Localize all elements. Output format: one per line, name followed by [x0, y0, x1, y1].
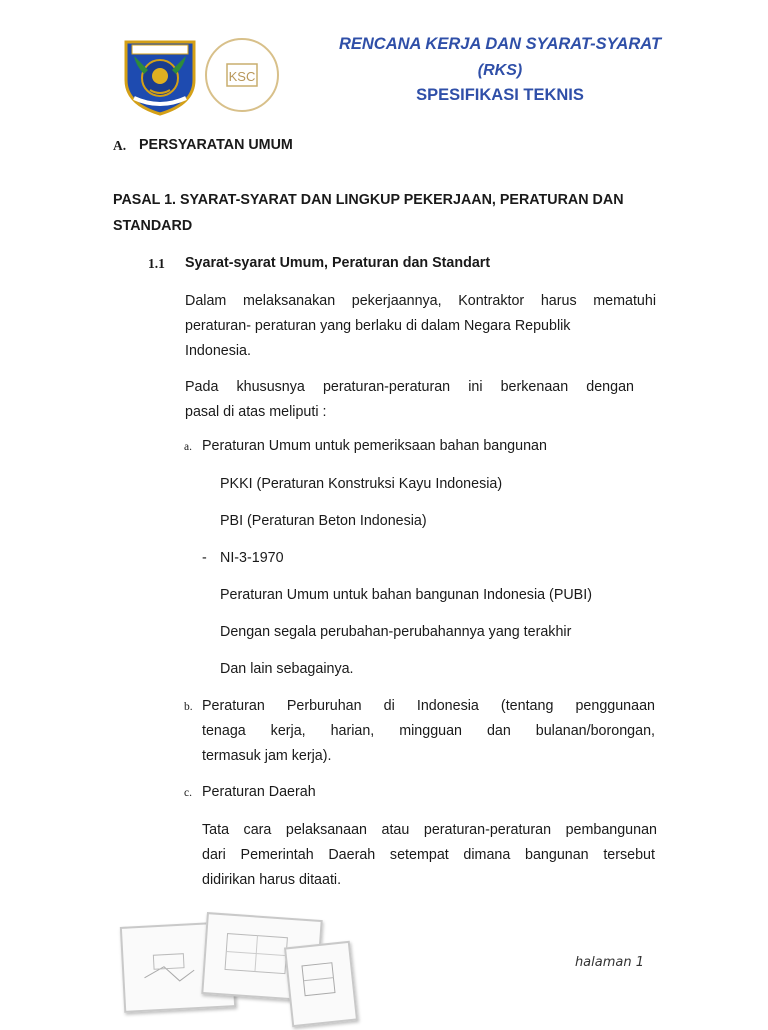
- subsection-title: Syarat-syarat Umum, Peraturan dan Standart: [185, 255, 491, 271]
- paragraph-2-line2: pasal di atas meliputi :: [185, 404, 327, 420]
- paragraph-1-line3: Indonesia.: [185, 343, 251, 359]
- item-a-sub-1: PKKI (Peraturan Konstruksi Kayu Indonesia): [220, 476, 503, 492]
- pasal-heading-line1: PASAL 1. SYARAT-SYARAT DAN LINGKUP PEKERJAAN, PERATURAN DAN: [113, 192, 624, 208]
- item-a-sub-5: Dengan segala perubahan-perubahannya yang terakhir: [220, 624, 572, 640]
- ksc-logo: [203, 36, 281, 114]
- item-c-para-line3: didirikan harus ditaati.: [202, 872, 342, 888]
- page-number: halaman 1: [574, 955, 644, 970]
- regional-emblem-icon: [122, 36, 198, 116]
- item-b-line3: termasuk jam kerja).: [202, 748, 332, 764]
- list-marker-a: a.: [184, 441, 192, 453]
- paragraph-1-line1: Dalam melaksanakan pekerjaannya, Kontraktor harus mematuhi: [185, 293, 656, 309]
- pasal-heading-line2: STANDARD: [113, 218, 193, 234]
- subsection-number: 1.1: [148, 256, 165, 271]
- item-b-line2: tenaga kerja, harian, mingguan dan bulanan/borongan,: [202, 723, 655, 739]
- item-c-para-line1: Tata cara pelaksanaan atau peraturan-peraturan pembangunan: [202, 822, 657, 838]
- item-a-sub-2: PBI (Peraturan Beton Indonesia): [220, 513, 427, 529]
- item-c-text: Peraturan Daerah: [202, 784, 316, 800]
- item-c-para-line2: dari Pemerintah Daerah setempat dimana bangunan tersebut: [202, 847, 655, 863]
- paragraph-2-line1: Pada khususnya peraturan-peraturan ini berkenaan dengan: [185, 379, 634, 395]
- list-marker-b: b.: [184, 701, 193, 713]
- item-a-sub-3-dash: -: [202, 550, 207, 566]
- drawing-thumbnails-decoration: [112, 910, 352, 1024]
- thumbnail-drawing-3: [284, 941, 358, 1027]
- ksc-logo-text: KSC: [228, 69, 256, 84]
- paragraph-1-line2: peraturan- peraturan yang berlaku di dalam Negara Republik: [185, 318, 571, 334]
- item-a-sub-6: Dan lain sebagainya.: [220, 661, 354, 677]
- document-title-abbr: (RKS): [477, 62, 523, 79]
- section-letter: A.: [113, 138, 127, 153]
- item-b-line1: Peraturan Perburuhan di Indonesia (tentang penggunaan: [202, 698, 655, 714]
- item-a-sub-3: NI-3-1970: [220, 550, 284, 566]
- item-a-sub-4: Peraturan Umum untuk bahan bangunan Indonesia (PUBI): [220, 587, 592, 603]
- section-title: PERSYARATAN UMUM: [139, 137, 293, 153]
- list-marker-c: c.: [184, 787, 192, 799]
- item-a-text: Peraturan Umum untuk pemeriksaan bahan bangunan: [202, 438, 547, 454]
- document-title: RENCANA KERJA DAN SYARAT-SYARAT: [338, 35, 662, 53]
- document-subtitle: SPESIFIKASI TEKNIS: [416, 86, 584, 104]
